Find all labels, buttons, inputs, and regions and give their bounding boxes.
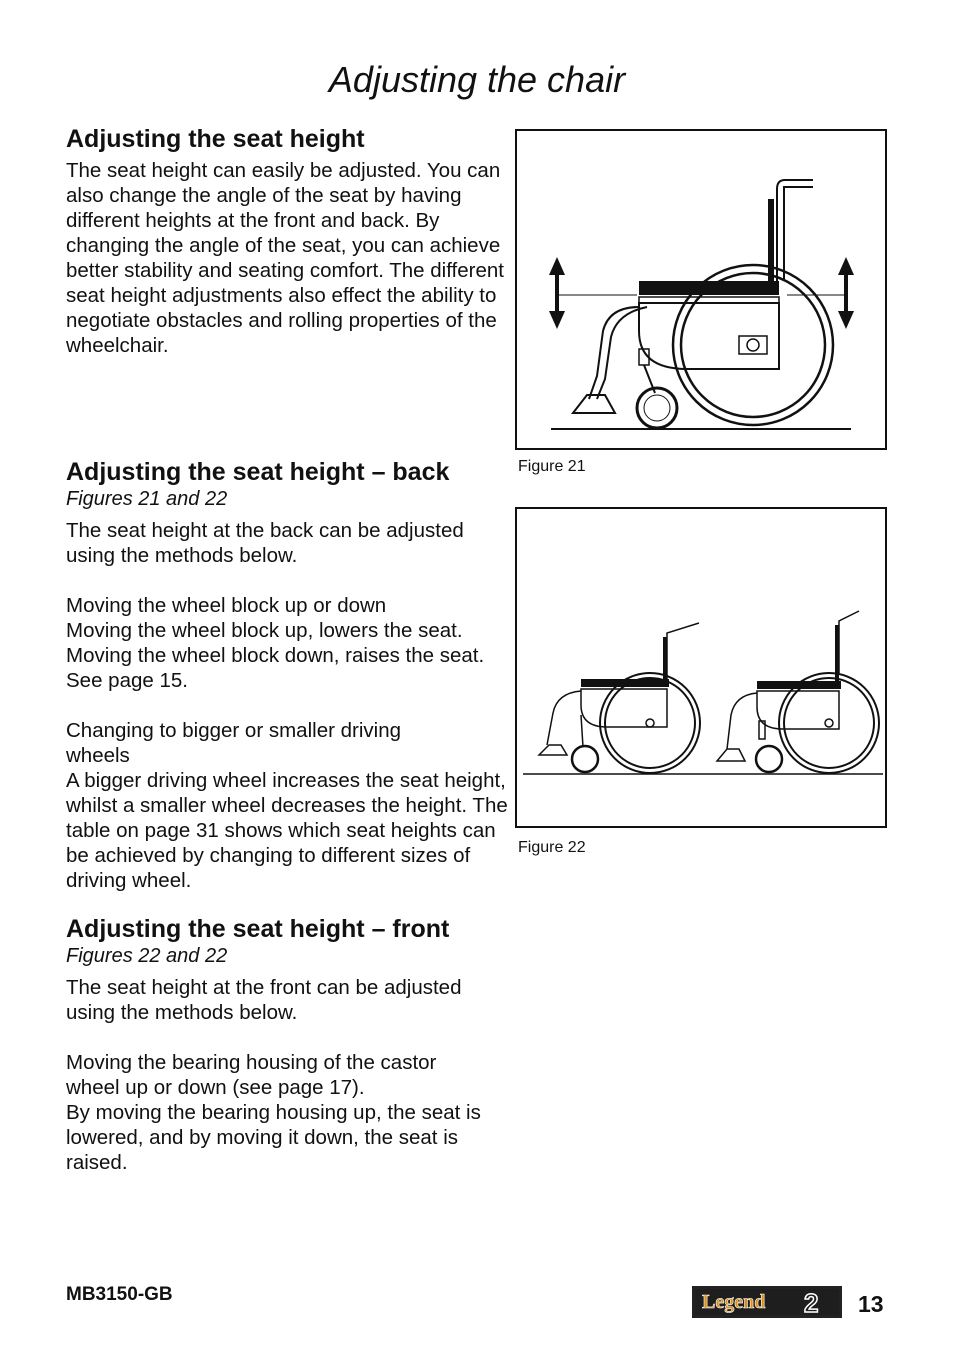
wheelchair-side-illustration xyxy=(517,131,885,448)
page-title: Adjusting the chair xyxy=(328,59,626,100)
section-heading: Adjusting the seat height – front xyxy=(66,915,450,943)
wheelchair-lower-seat-icon xyxy=(539,623,700,773)
page-number: 13 xyxy=(858,1291,884,1317)
section-seat-height xyxy=(66,124,506,358)
method-title: Moving the wheel block up or down xyxy=(66,594,387,617)
figure-22 xyxy=(515,507,887,828)
height-arrow-right-icon xyxy=(838,257,854,329)
method-title: Moving the bearing housing of the castor wheel up or down (see page 17). xyxy=(66,1051,437,1099)
wheelchair-higher-seat-icon xyxy=(717,611,879,773)
section-intro: The seat height at the front can be adjusted using the methods below. xyxy=(66,976,462,1024)
method-body: A bigger driving wheel increases the seat height, whilst a smaller wheel decreases the height. The table on page 31 shows which seat heights can be achieved by changing to different sizes of driving wheel. xyxy=(66,769,508,892)
svg-text:Legend: Legend xyxy=(702,1291,766,1313)
figures-reference: Figures 22 and 22 xyxy=(66,945,228,967)
height-arrow-left-icon xyxy=(549,257,565,329)
method-title: Changing to bigger or smaller driving wheels xyxy=(66,719,402,767)
figure-22-caption: Figure 22 xyxy=(518,839,586,856)
section-intro: The seat height at the back can be adjusted using the methods below. xyxy=(66,519,464,567)
legend-2-logo xyxy=(692,1286,842,1318)
section-heading: Adjusting the seat height xyxy=(66,125,365,153)
legend-2-logo-graphic xyxy=(694,1288,840,1316)
method-body: Moving the wheel block up, lowers the seat. Moving the wheel block down, raises the seat. See page 15. xyxy=(66,619,485,692)
method-body: By moving the bearing housing up, the seat is lowered, and by moving it down, the seat is raised. xyxy=(66,1101,481,1174)
section-seat-height-front xyxy=(66,914,506,1175)
svg-text:2: 2 xyxy=(804,1288,819,1316)
section-heading: Adjusting the seat height – back xyxy=(66,458,450,486)
figures-reference: Figures 21 and 22 xyxy=(66,488,228,510)
figure-21-caption: Figure 21 xyxy=(518,458,586,475)
two-wheelchairs-illustration xyxy=(517,509,885,826)
section-body: The seat height can easily be adjusted. You can also change the angle of the seat by having different heights at the front and back. By changing the angle of the seat, you can achieve better stability and seating comfort. The different seat height adjustments also effect the ability to negotiate obstacles and rolling properties of the wheelchair. xyxy=(66,159,504,357)
section-seat-height-back xyxy=(66,457,506,893)
document-code: MB3150-GB xyxy=(66,1284,173,1305)
figure-21 xyxy=(515,129,887,450)
